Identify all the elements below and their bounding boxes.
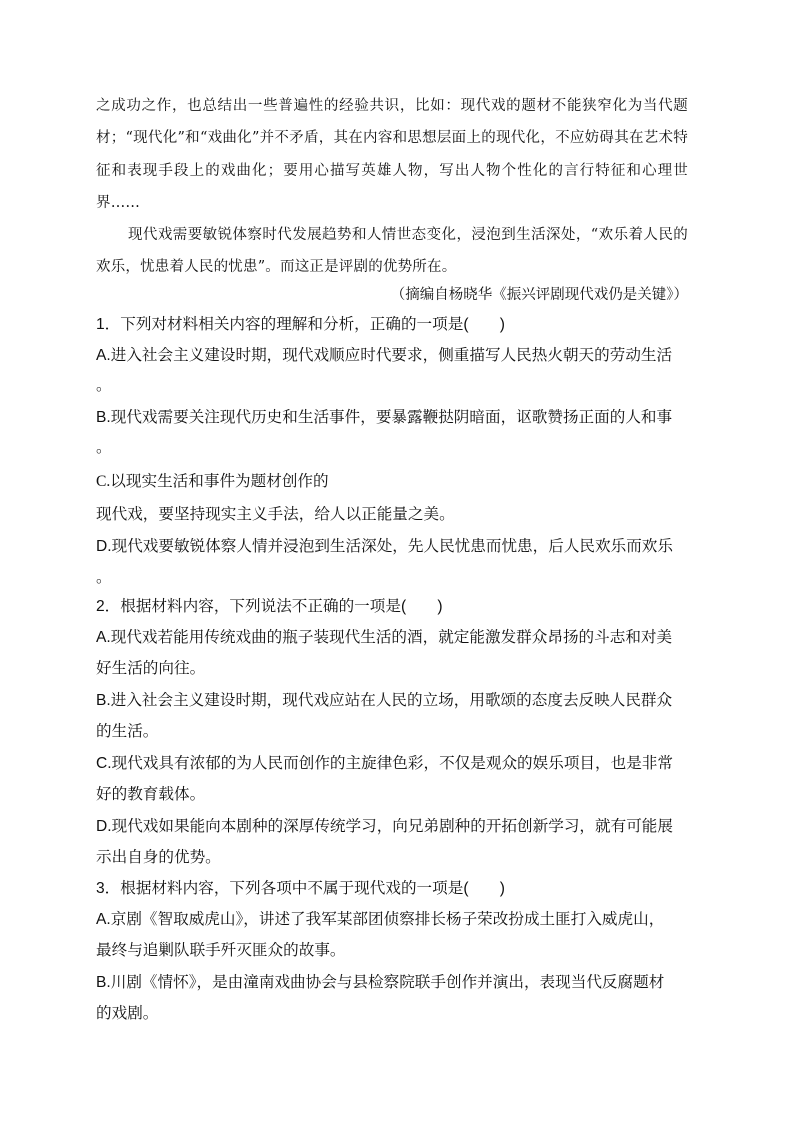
question-2-stem: 2．根据材料内容，下列说法不正确的一项是( ) bbox=[96, 598, 443, 615]
passage-paragraph-2: 现代戏需要敏锐体察时代发展趋势和人情世态变化，浸泡到生活深处，“欢乐着人民的欢乐，忧患着人民的忧患”。而这正是评剧的优势所在。 bbox=[96, 227, 688, 276]
question-1-option-a-cont: 。 bbox=[96, 377, 112, 394]
question-2-option-a: A.现代戏若能用传统戏曲的瓶子装现代生活的酒，就定能激发群众昂扬的斗志和对美 bbox=[96, 629, 673, 646]
question-2-option-a-cont: 好生活的向往。 bbox=[96, 660, 206, 677]
question-2-option-c: C.现代戏具有浓郁的为人民而创作的主旋律色彩，不仅是观众的娱乐项目，也是非常 bbox=[96, 755, 673, 772]
question-3-option-a: A.京剧《智取威虎山》，讲述了我军某部团侦察排长杨子荣改扮成土匪打入威虎山， bbox=[96, 911, 665, 928]
question-2-option-d-cont: 示出自身的优势。 bbox=[96, 849, 221, 866]
question-2-option-b: B.进入社会主义建设时期，现代戏应站在人民的立场，用歌颂的态度去反映人民群众 bbox=[96, 692, 673, 709]
question-3-option-a-cont: 最终与追剿队联手歼灭匪众的故事。 bbox=[96, 942, 346, 959]
question-1-option-c-cont: 现代戏，要坚持现实主义手法，给人以正能量之美。 bbox=[96, 506, 455, 523]
question-3-option-b: B.川剧《情怀》，是由潼南戏曲协会与县检察院联手创作并演出，表现当代反腐题材 bbox=[96, 974, 665, 991]
passage-paragraph-1: 之成功之作，也总结出一些普遍性的经验共识，比如：现代戏的题材不能狭窄化为当代题材；“现代化”和“戏曲化”并不矛盾，其在内容和思想层面上的现代化，不应妨碍其在艺术特征和表现手段上的戏曲化；要用心描写英雄人物，写出人物个性化的言行特征和心理世界…… bbox=[96, 98, 688, 211]
question-1-option-c: C.以现实生活和事件为题材创作的 bbox=[96, 473, 329, 490]
question-1-option-b: B.现代戏需要关注现代历史和生活事件，要暴露鞭挞阴暗面，讴歌赞扬正面的人和事 bbox=[96, 409, 673, 426]
question-1-option-a: A.进入社会主义建设时期，现代戏顺应时代要求，侧重描写人民热火朝天的劳动生活 bbox=[96, 347, 673, 364]
question-3-option-b-cont: 的戏剧。 bbox=[96, 1005, 159, 1022]
question-2-option-b-cont: 的生活。 bbox=[96, 723, 159, 740]
question-1-option-d: D.现代戏要敏锐体察人情并浸泡到生活深处，先人民忧患而忧患，后人民欢乐而欢乐 bbox=[96, 538, 673, 555]
question-3-stem: 3．根据材料内容，下列各项中不属于现代戏的一项是( ) bbox=[96, 880, 505, 897]
question-1-option-d-cont: 。 bbox=[96, 569, 112, 586]
source-citation: （摘编自杨晓华《振兴评剧现代戏仍是关键》） bbox=[390, 287, 688, 303]
question-1-stem: 1．下列对材料相关内容的理解和分析，正确的一项是( ) bbox=[96, 316, 505, 333]
question-1-option-b-cont: 。 bbox=[96, 439, 112, 456]
question-2-option-c-cont: 好的教育载体。 bbox=[96, 786, 206, 803]
question-2-option-d: D.现代戏如果能向本剧种的深厚传统学习，向兄弟剧种的开拓创新学习，就有可能展 bbox=[96, 818, 673, 835]
